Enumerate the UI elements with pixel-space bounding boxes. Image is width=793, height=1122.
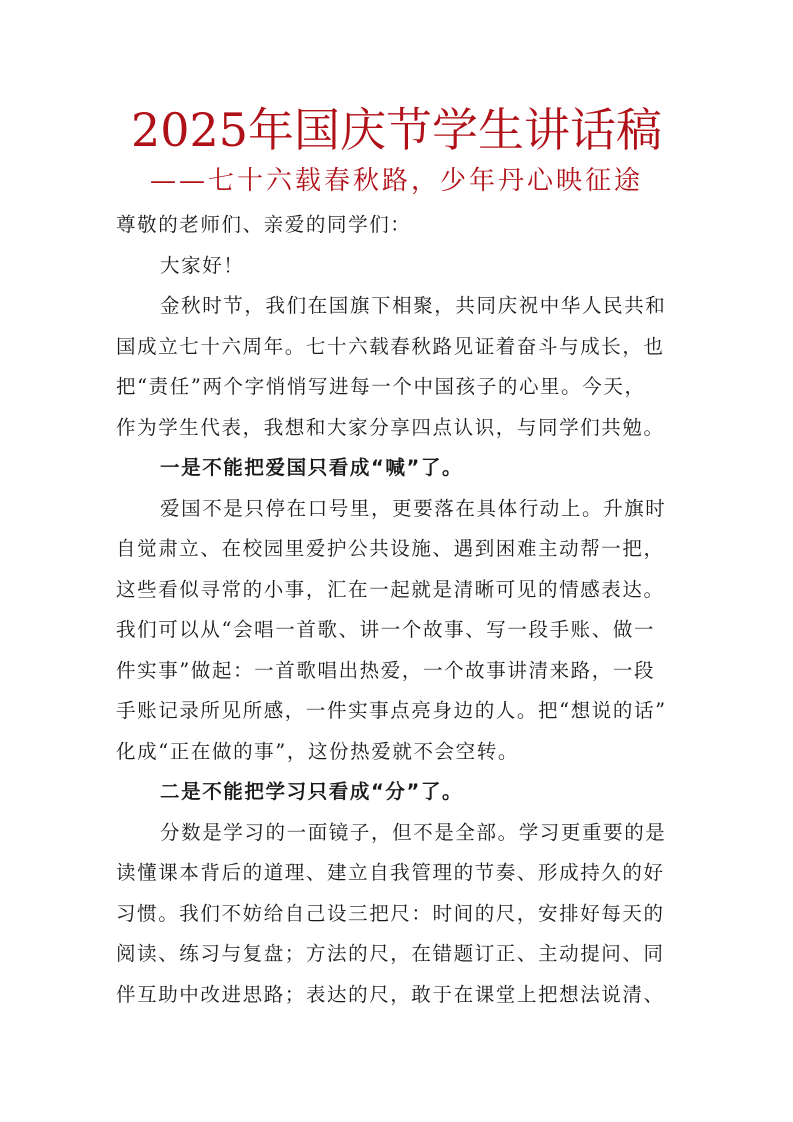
heading-line: 一是不能把爱国只看成“喊”了。 bbox=[160, 456, 464, 479]
paragraph-intro bbox=[116, 286, 678, 448]
document-subtitle: ——七十六载春秋路，少年丹心映征途 bbox=[149, 166, 643, 196]
paragraph-line: 自觉肃立、在校园里爱护公共设施、遇到困难主动帮一把， bbox=[116, 537, 665, 560]
paragraph-line: 国成立七十六周年。七十六载春秋路见证着奋斗与成长，也 bbox=[116, 334, 665, 358]
paragraph-line: 伴互助中改进思路；表达的尺，敢于在课堂上把想法说清、 bbox=[116, 982, 665, 1006]
paragraph-line: 习惯。我们不妨给自己设三把尺：时间的尺，安排好每天的 bbox=[116, 901, 665, 925]
heading-line: 二是不能把学习只看成“分”了。 bbox=[160, 780, 464, 803]
greeting: 大家好！ bbox=[160, 253, 245, 277]
section-heading-1 bbox=[116, 448, 678, 489]
paragraph-line: 爱国不是只停在口号里，更要落在具体行动上。升旗时 bbox=[160, 496, 667, 520]
paragraph-line: 这些看似寻常的小事，汇在一起就是清晰可见的情感表达。 bbox=[116, 577, 665, 601]
paragraph-line: 件实事”做起：一首歌唱出热爱，一个故事讲清来路，一段 bbox=[116, 658, 656, 682]
paragraph-line: 手账记录所见所感，一件实事点亮身边的人。把“想说的话” bbox=[116, 699, 667, 722]
paragraph-line: 金秋时节，我们在国旗下相聚，共同庆祝中华人民共和 bbox=[160, 294, 667, 317]
paragraph-line: 读懂课本背后的道理、建立自我管理的节奏、形成持久的好 bbox=[116, 861, 665, 884]
paragraph-line: 我们可以从“会唱一首歌、讲一个故事、写一段手账、做一 bbox=[116, 618, 656, 641]
section-heading-2 bbox=[116, 772, 678, 813]
paragraph-line: 化成“正在做的事”，这份热爱就不会空转。 bbox=[116, 739, 519, 763]
salutation: 尊敬的老师们、亲爱的同学们： bbox=[116, 213, 412, 236]
paragraph-line: 阅读、练习与复盘；方法的尺，在错题订正、主动提问、同 bbox=[116, 942, 665, 965]
paragraph-line: 把“责任”两个字悄悄写进每一个中国孩子的心里。今天， bbox=[116, 375, 646, 398]
paragraph-line: 分数是学习的一面镜子，但不是全部。学习更重要的是 bbox=[160, 820, 667, 844]
paragraph-patriotism bbox=[116, 489, 678, 773]
paragraph-line: 作为学生代表，我想和大家分享四点认识，与同学们共勉。 bbox=[116, 415, 665, 439]
document-title: 2025年国庆节学生讲话稿 bbox=[130, 103, 663, 157]
paragraph-study bbox=[116, 813, 678, 1016]
document-body bbox=[116, 205, 678, 1015]
